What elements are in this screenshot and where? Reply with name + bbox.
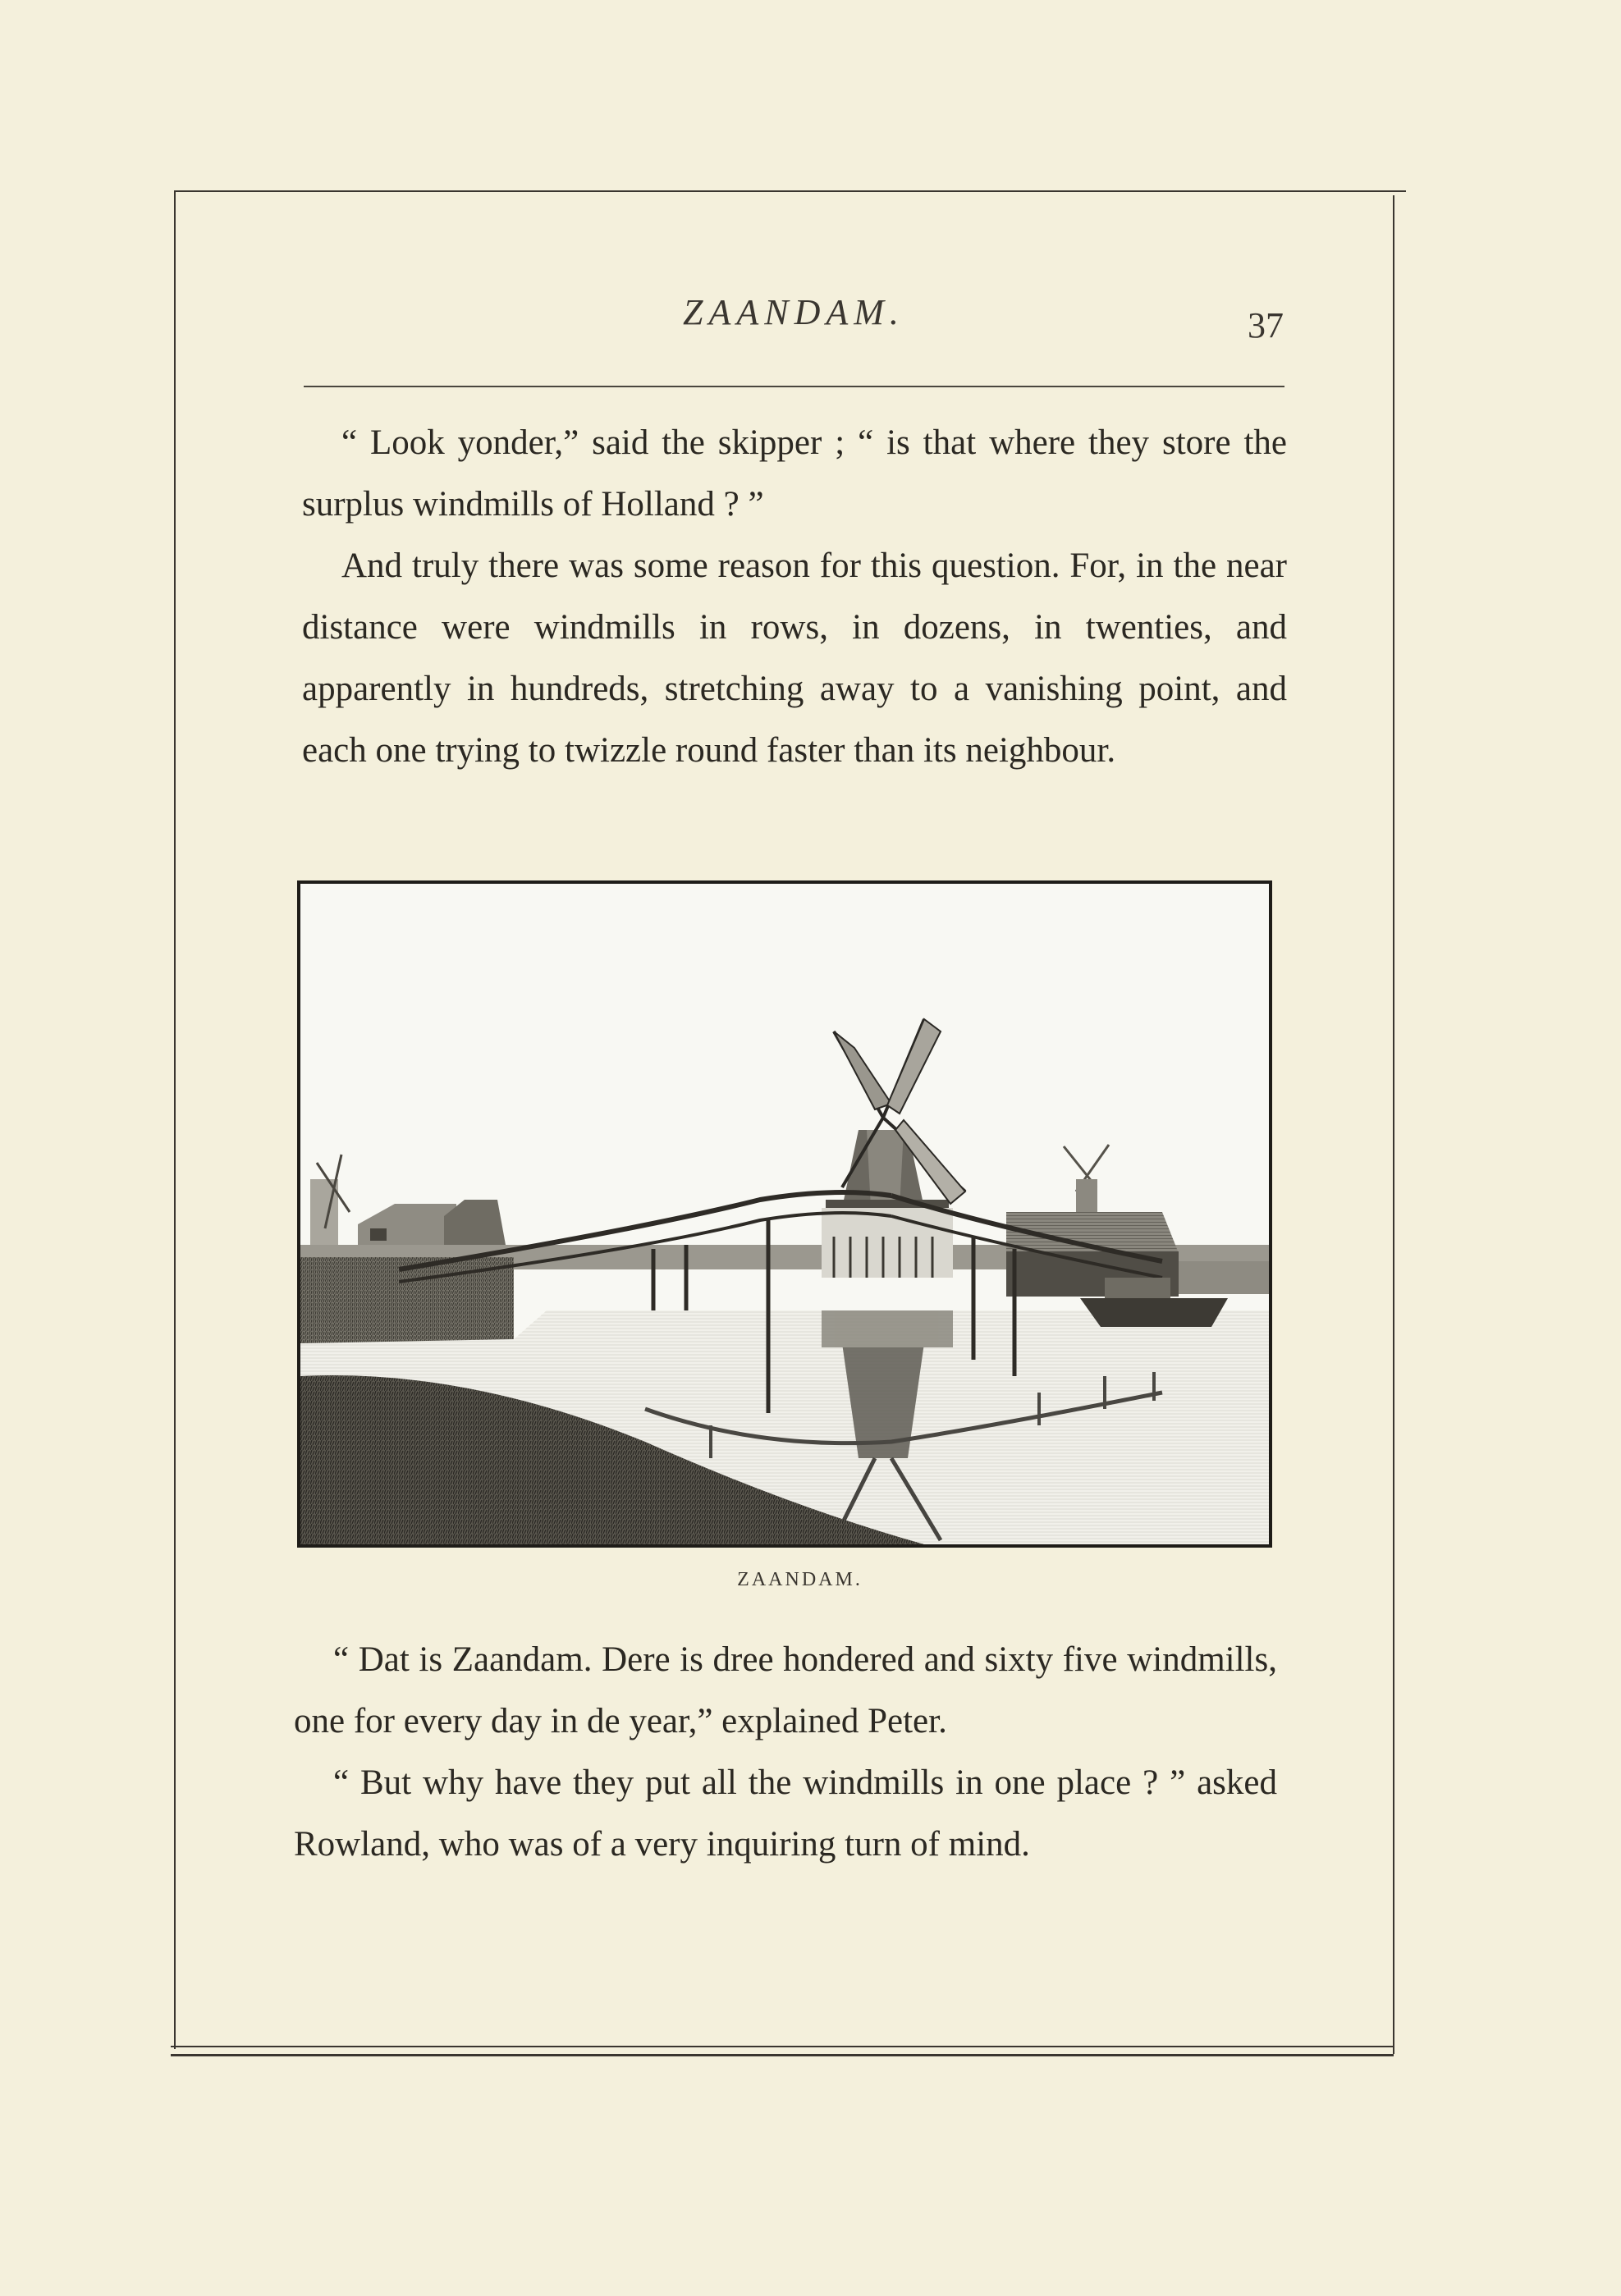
running-head — [0, 291, 1621, 349]
zaandam-illustration — [297, 880, 1272, 1548]
frame-bottom-rule-outer — [171, 2054, 1394, 2056]
figure-caption — [0, 1569, 1621, 1591]
text-block-top — [302, 412, 1287, 781]
running-head-title: ZAANDAM. — [683, 292, 904, 332]
frame-bottom-rule — [171, 2046, 1394, 2047]
frame-left-rule — [174, 190, 176, 2049]
paragraph: And truly there was some reason for this question. For, in the near distance were windmills in rows, in dozens, in twenties, and apparently in hundreds, stretching away to a vanishing point, and each one trying to twizzle round faster than its neighbour. — [302, 547, 1287, 770]
page-number: 37 — [1248, 305, 1284, 345]
paragraph: “ But why have they put all the windmills in one place ? ” asked Rowland, who was of a very inquiring turn of mind. — [294, 1763, 1277, 1864]
figure-caption-text: ZAANDAM. — [737, 1569, 863, 1590]
frame-top-rule — [175, 190, 1406, 192]
head-rule — [304, 386, 1284, 387]
text-block-bottom — [294, 1629, 1277, 1875]
frame-right-rule — [1393, 195, 1394, 2054]
paragraph: “ Dat is Zaandam. Dere is dree hondered and sixty five windmills, one for every day in de year,” explained Peter. — [294, 1640, 1277, 1740]
paragraph: “ Look yonder,” said the skipper ; “ is that where they store the surplus windmills of Holland ? ” — [302, 423, 1287, 524]
windmill-canal-engraving — [300, 884, 1269, 1544]
